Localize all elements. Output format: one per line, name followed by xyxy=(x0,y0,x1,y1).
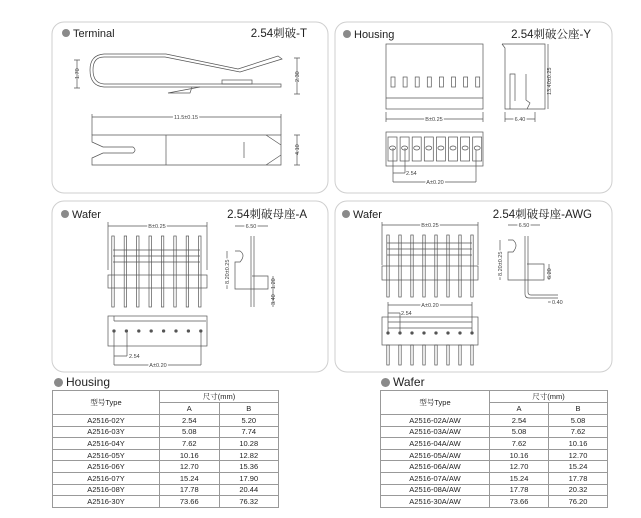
dim-label: 6.20 xyxy=(547,268,553,279)
type-cell: A2516-08A/AW xyxy=(381,484,490,496)
wafer-table xyxy=(380,390,608,508)
a-cell: 12.70 xyxy=(160,461,220,473)
type-cell: A2516-03Y xyxy=(53,426,160,438)
b-cell: 5.08 xyxy=(549,415,608,427)
wafer-a-pin-dot xyxy=(150,330,153,333)
housing-slot xyxy=(476,77,480,87)
housing-slot xyxy=(427,77,431,87)
b-cell: 15.36 xyxy=(219,461,279,473)
housing-slot xyxy=(391,77,395,87)
b-cell: 76.32 xyxy=(219,496,279,508)
table-row xyxy=(381,472,608,484)
type-cell: A2516-06A/AW xyxy=(381,461,490,473)
wafer-awg-bottom-pin xyxy=(435,345,437,365)
a-cell: 7.62 xyxy=(160,438,220,450)
housing-hole xyxy=(474,146,480,150)
housing-table-title: Housing xyxy=(66,375,111,389)
type-cell: A2516-05Y xyxy=(53,449,160,461)
a-cell: 15.24 xyxy=(160,472,220,484)
a-cell: 10.16 xyxy=(490,449,549,461)
housing-hole xyxy=(462,146,468,150)
table-row xyxy=(381,484,608,496)
housing-hole xyxy=(438,146,444,150)
table-row xyxy=(53,496,279,508)
wafer-a-pin xyxy=(174,236,176,307)
wafer-awg-pin-dot xyxy=(471,332,474,335)
col-a: A xyxy=(160,403,220,415)
housing-side-view xyxy=(502,44,545,109)
bullet-icon xyxy=(342,210,350,218)
dim-label: A±0.20 xyxy=(421,303,439,309)
dim-label: 11.5±0.15 xyxy=(173,115,199,121)
dim-label: 2.54 xyxy=(401,311,412,317)
col-a: A xyxy=(490,403,549,415)
housing-hole xyxy=(402,146,408,150)
wafer-a-pin xyxy=(124,236,126,307)
wafer-a-body xyxy=(108,275,207,288)
housing-hole xyxy=(414,146,420,150)
b-cell: 10.16 xyxy=(549,438,608,450)
wafer-awg-pin-dot xyxy=(459,332,462,335)
type-cell: A2516-07Y xyxy=(53,472,160,484)
wafer-awg-title: Wafer xyxy=(353,209,382,221)
table-row xyxy=(53,472,279,484)
wafer-a-pin xyxy=(199,236,201,307)
type-cell: A2516-30Y xyxy=(53,496,160,508)
b-cell: 17.90 xyxy=(219,472,279,484)
housing-table-heading xyxy=(54,375,110,389)
wafer-awg-pin-dot xyxy=(423,332,426,335)
type-cell: A2516-06Y xyxy=(53,461,160,473)
terminal-panel xyxy=(52,22,328,193)
a-cell: 5.08 xyxy=(160,426,220,438)
b-cell: 12.70 xyxy=(549,449,608,461)
table-row xyxy=(381,426,608,438)
b-cell: 7.74 xyxy=(219,426,279,438)
dim-label: 4.10 xyxy=(295,144,301,155)
a-cell: 2.54 xyxy=(490,415,549,427)
wafer-a-pin xyxy=(186,236,188,307)
b-cell: 12.82 xyxy=(219,449,279,461)
type-cell: A2516-04A/AW xyxy=(381,438,490,450)
wafer-awg-bottom-pin xyxy=(459,345,461,365)
dim-label: 13.40±0.25 xyxy=(547,67,553,95)
a-cell: 17.78 xyxy=(160,484,220,496)
wafer-awg-pin-dot xyxy=(411,332,414,335)
a-cell: 17.78 xyxy=(490,484,549,496)
wafer-awg-bottom-pin xyxy=(423,345,425,365)
wafer-a-bottom-view xyxy=(108,316,207,346)
wafer-table-heading xyxy=(381,375,425,389)
type-cell: A2516-02A/AW xyxy=(381,415,490,427)
wafer-table-title: Wafer xyxy=(393,375,425,389)
bullet-icon xyxy=(54,378,63,387)
table-row xyxy=(381,449,608,461)
dim-label: A±0.20 xyxy=(426,180,444,186)
wafer-awg-pin-dot xyxy=(399,332,402,335)
type-cell: A2516-08Y xyxy=(53,484,160,496)
table-row xyxy=(53,461,279,473)
housing-panel xyxy=(335,22,612,193)
a-cell: 15.24 xyxy=(490,472,549,484)
a-cell: 12.70 xyxy=(490,461,549,473)
housing-slot xyxy=(415,77,419,87)
housing-table xyxy=(52,390,279,508)
wafer-a-pin-dot xyxy=(162,330,165,333)
wafer-awg-bottom-pin xyxy=(411,345,413,365)
b-cell: 10.28 xyxy=(219,438,279,450)
wafer-a-pin-dot xyxy=(187,330,190,333)
housing-hole xyxy=(390,146,396,150)
housing-front-view xyxy=(386,44,483,109)
terminal-top-view xyxy=(92,135,281,165)
type-cell: A2516-03A/AW xyxy=(381,426,490,438)
a-cell: 5.08 xyxy=(490,426,549,438)
dim-label: 8.20±0.25 xyxy=(498,251,504,276)
dim-label: 2.54 xyxy=(406,171,417,177)
housing-title: Housing xyxy=(354,29,395,41)
b-cell: 15.24 xyxy=(549,461,608,473)
wafer-awg-side-view xyxy=(508,240,544,280)
table-row xyxy=(53,415,279,427)
a-cell: 7.62 xyxy=(490,438,549,450)
table-row xyxy=(53,438,279,450)
wafer-a-pin-dot xyxy=(175,330,178,333)
table-row xyxy=(53,484,279,496)
terminal-title: Terminal xyxy=(73,28,115,40)
type-cell: A2516-02Y xyxy=(53,415,160,427)
wafer-awg-bottom-pin xyxy=(387,345,389,365)
b-cell: 5.20 xyxy=(219,415,279,427)
dim-label: 0.40 xyxy=(552,300,563,306)
col-size: 尺寸(mm) xyxy=(160,391,279,403)
housing-hole xyxy=(450,146,456,150)
a-cell: 73.66 xyxy=(160,496,220,508)
wafer-awg-pin-dot xyxy=(447,332,450,335)
col-type: 型号Type xyxy=(381,391,490,415)
wafer-awg-body xyxy=(382,266,478,280)
wafer-a-model: 2.54刺破母座-A xyxy=(227,209,307,221)
table-row xyxy=(53,426,279,438)
dim-label: 1.20 xyxy=(271,278,277,289)
wafer-awg-pin-dot xyxy=(387,332,390,335)
wafer-awg-bottom-pin xyxy=(447,345,449,365)
wafer-a-pin-dot xyxy=(138,330,141,333)
dim-label: 6.50 xyxy=(245,224,257,230)
a-cell: 10.16 xyxy=(160,449,220,461)
wafer-awg-bottom-pin xyxy=(471,345,473,365)
dim-label: 2.30 xyxy=(295,71,301,82)
type-cell: A2516-07A/AW xyxy=(381,472,490,484)
col-size: 尺寸(mm) xyxy=(490,391,608,403)
wafer-a-pin xyxy=(149,236,151,307)
b-cell: 20.44 xyxy=(219,484,279,496)
bullet-icon xyxy=(62,29,70,37)
col-b: B xyxy=(219,403,279,415)
a-cell: 73.66 xyxy=(490,496,549,508)
wafer-a-pin xyxy=(161,236,163,307)
wafer-a-title: Wafer xyxy=(72,209,101,221)
dim-label: 1.70 xyxy=(75,68,81,79)
wafer-awg-bottom-view xyxy=(382,317,478,345)
wafer-a-panel xyxy=(52,201,328,372)
table-row xyxy=(381,461,608,473)
housing-slot xyxy=(439,77,443,87)
col-type: 型号Type xyxy=(53,391,160,415)
wafer-a-pin xyxy=(137,236,139,307)
table-row xyxy=(53,449,279,461)
bullet-icon xyxy=(381,378,390,387)
housing-slot xyxy=(452,77,456,87)
housing-model: 2.54刺破公座-Y xyxy=(511,29,591,41)
wafer-awg-model: 2.54刺破母座-AWG xyxy=(492,209,592,221)
dim-label: 8.20±0.25 xyxy=(225,259,231,284)
table-row xyxy=(381,438,608,450)
wafer-awg-bottom-pin xyxy=(399,345,401,365)
dim-label: B±0.25 xyxy=(148,224,166,230)
col-b: B xyxy=(549,403,608,415)
table-row xyxy=(381,496,608,508)
bullet-icon xyxy=(61,210,69,218)
b-cell: 17.78 xyxy=(549,472,608,484)
dim-label: 3.40 xyxy=(271,294,277,305)
dim-label: 2.54 xyxy=(129,354,140,360)
wafer-a-pin xyxy=(112,236,114,307)
table-row xyxy=(381,415,608,427)
wafer-a-side-view xyxy=(235,251,268,289)
dim-label: 6.50 xyxy=(518,223,530,229)
b-cell: 20.32 xyxy=(549,484,608,496)
terminal-side-view xyxy=(90,54,282,87)
dim-label: A±0.20 xyxy=(149,363,167,369)
housing-slot xyxy=(464,77,468,87)
terminal-model: 2.54刺破-T xyxy=(250,28,307,40)
housing-slot xyxy=(403,77,407,87)
type-cell: A2516-30A/AW xyxy=(381,496,490,508)
b-cell: 7.62 xyxy=(549,426,608,438)
dim-label: B±0.25 xyxy=(421,223,439,229)
bullet-icon xyxy=(343,30,351,38)
type-cell: A2516-05A/AW xyxy=(381,449,490,461)
wafer-awg-pin-dot xyxy=(435,332,438,335)
housing-hole xyxy=(426,146,432,150)
b-cell: 76.20 xyxy=(549,496,608,508)
a-cell: 2.54 xyxy=(160,415,220,427)
dim-label: B±0.25 xyxy=(425,117,443,123)
type-cell: A2516-04Y xyxy=(53,438,160,450)
dim-label: 6.40 xyxy=(514,117,526,123)
